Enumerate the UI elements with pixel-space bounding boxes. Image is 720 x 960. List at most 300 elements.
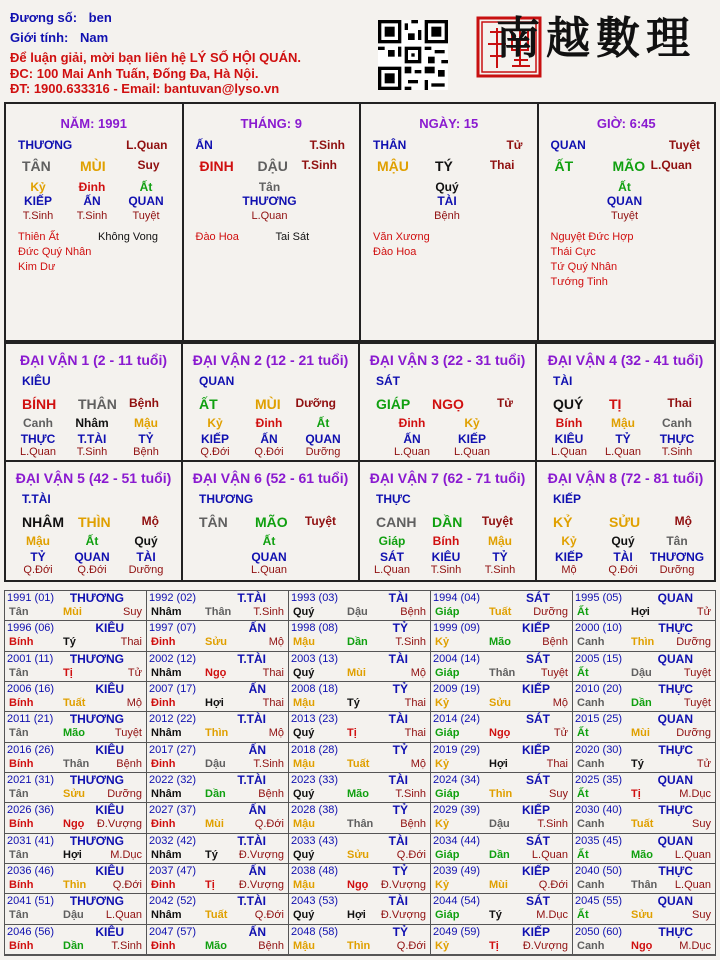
hidden-stem-lifestage: Q.Đới bbox=[23, 564, 53, 576]
hidden-stem: Canh bbox=[23, 416, 53, 430]
year-cell[interactable] bbox=[147, 712, 289, 742]
hidden-stem-lifestage: Bệnh bbox=[434, 210, 460, 222]
year-stem: Quý bbox=[293, 848, 315, 861]
annual-grid bbox=[4, 590, 716, 956]
year-stem: Đinh bbox=[151, 818, 176, 831]
year-cell[interactable] bbox=[147, 925, 289, 955]
pillar-stem-lifestage: Tử bbox=[506, 138, 523, 152]
dai-van-lifestage: Mộ bbox=[141, 514, 159, 528]
hidden-stem: Canh bbox=[662, 416, 692, 430]
star-item: Đào Hoa bbox=[373, 246, 417, 258]
year-stem: Kỷ bbox=[435, 697, 450, 709]
year-lifestage: Thai bbox=[404, 727, 426, 740]
year-branch: Sửu bbox=[631, 909, 654, 922]
year-branch: Dậu bbox=[63, 909, 84, 922]
hidden-stem-lifestage: T.Sinh bbox=[484, 564, 516, 576]
year-stem: Đinh bbox=[151, 697, 176, 709]
year-cell[interactable] bbox=[147, 773, 289, 803]
year-label: 2018 (28) bbox=[291, 743, 339, 756]
year-stem: Ất bbox=[577, 666, 589, 679]
star-item: Tướng Tinh bbox=[550, 276, 608, 288]
year-stem: Đinh bbox=[151, 879, 176, 891]
year-stem: Quý bbox=[293, 909, 315, 922]
year-tenstar: TỶ bbox=[392, 803, 408, 818]
year-label: 2049 (59) bbox=[433, 925, 481, 938]
year-tenstar: THỰC bbox=[658, 682, 693, 696]
year-cell[interactable] bbox=[289, 712, 431, 742]
year-lifestage: Dưỡng bbox=[676, 636, 711, 649]
hidden-stem: Tân bbox=[258, 180, 281, 194]
year-lifestage: Mộ bbox=[126, 697, 142, 709]
pillar-title: THÁNG: 9 bbox=[240, 116, 302, 131]
year-cell[interactable] bbox=[289, 591, 431, 621]
year-label: 2001 (11) bbox=[7, 652, 54, 665]
year-branch: Ngọ bbox=[631, 939, 653, 952]
hidden-stem-lifestage: Dưỡng bbox=[128, 564, 164, 576]
year-stem: Ất bbox=[577, 727, 589, 740]
year-cell[interactable] bbox=[147, 591, 289, 621]
year-stem: Kỷ bbox=[435, 757, 450, 770]
year-tenstar: SÁT bbox=[526, 773, 550, 787]
hidden-stem-tenstar: KIẾP bbox=[554, 550, 583, 564]
year-stem: Mậu bbox=[293, 757, 315, 770]
year-lifestage: Suy bbox=[549, 788, 568, 800]
year-branch: Sửu bbox=[347, 848, 370, 861]
year-cell[interactable] bbox=[5, 803, 147, 833]
year-tenstar: KIÊU bbox=[95, 924, 124, 939]
hidden-stem-tenstar: SÁT bbox=[380, 550, 404, 564]
year-lifestage: Đ.Vượng bbox=[522, 939, 568, 952]
dai-van-cell bbox=[183, 344, 360, 462]
year-tenstar: TỶ bbox=[392, 621, 408, 636]
year-lifestage: Q.Đới bbox=[396, 848, 426, 861]
year-cell[interactable] bbox=[289, 621, 431, 651]
hidden-stem-tenstar: QUAN bbox=[305, 432, 341, 446]
year-cell[interactable] bbox=[289, 925, 431, 955]
year-cell[interactable] bbox=[5, 834, 147, 864]
year-label: 1994 (04) bbox=[433, 592, 481, 604]
year-tenstar: SÁT bbox=[526, 591, 550, 605]
year-tenstar: KIÊU bbox=[95, 621, 124, 636]
year-lifestage: Dưỡng bbox=[107, 788, 142, 800]
year-lifestage: Q.Đới bbox=[538, 879, 568, 891]
star-item: Nguyệt Đức Hợp bbox=[550, 231, 634, 243]
year-label: 2021 (31) bbox=[7, 774, 55, 786]
year-label: 2031 (41) bbox=[7, 834, 55, 847]
year-stem: Bính bbox=[9, 818, 34, 831]
year-branch: Thìn bbox=[631, 636, 655, 649]
year-lifestage: Q.Đới bbox=[254, 818, 284, 831]
hidden-stem: Kỷ bbox=[30, 180, 46, 194]
year-tenstar: THƯƠNG bbox=[69, 712, 124, 727]
year-cell[interactable] bbox=[5, 925, 147, 955]
year-branch: Thân bbox=[63, 757, 90, 770]
year-branch: Ngọ bbox=[347, 879, 369, 891]
pillar-branch: TÝ bbox=[435, 158, 453, 174]
year-lifestage: Đ.Vượng bbox=[380, 909, 426, 922]
star-item: Không Vong bbox=[98, 231, 158, 243]
year-stem: Mậu bbox=[293, 879, 315, 891]
year-cell[interactable] bbox=[147, 621, 289, 651]
year-cell[interactable] bbox=[289, 894, 431, 924]
year-lifestage: M.Dục bbox=[110, 848, 142, 861]
dai-van-branch: MÙI bbox=[255, 396, 281, 412]
year-tenstar: TÀI bbox=[388, 591, 408, 605]
dai-van-branch: NGỌ bbox=[432, 396, 464, 412]
year-branch: Tị bbox=[631, 788, 641, 800]
year-cell[interactable] bbox=[147, 803, 289, 833]
year-label: 2029 (39) bbox=[433, 804, 481, 817]
hidden-stem-tenstar: TỶ bbox=[30, 550, 46, 564]
hidden-stem: Đinh bbox=[78, 180, 106, 194]
year-lifestage: Tử bbox=[127, 666, 142, 679]
year-cell[interactable] bbox=[431, 743, 573, 773]
hidden-stem: Ất bbox=[262, 534, 276, 548]
stars-left bbox=[551, 230, 634, 290]
year-cell[interactable] bbox=[431, 864, 573, 894]
year-branch: Tuất bbox=[205, 909, 228, 922]
year-lifestage: T.Sinh bbox=[537, 818, 568, 831]
year-stem: Canh bbox=[577, 757, 605, 770]
pillar-stem: ẤT bbox=[554, 158, 574, 174]
year-label: 2009 (19) bbox=[433, 683, 481, 695]
hidden-stem: Quý bbox=[134, 534, 158, 548]
hidden-stem: Ất bbox=[316, 416, 330, 430]
hidden-stem-tenstar: QUAN bbox=[128, 194, 164, 208]
year-tenstar: THƯƠNG bbox=[69, 894, 124, 909]
year-tenstar: SÁT bbox=[526, 833, 550, 848]
dai-van-stem: ẤT bbox=[199, 396, 218, 412]
pillar-branch: DẬU bbox=[257, 158, 288, 174]
year-lifestage: L.Quan bbox=[531, 848, 568, 861]
dai-van-stem: CANH bbox=[376, 514, 417, 530]
year-cell[interactable] bbox=[431, 803, 573, 833]
year-cell[interactable] bbox=[573, 743, 715, 773]
year-branch: Dậu bbox=[489, 818, 510, 831]
hidden-stem: Nhâm bbox=[75, 416, 109, 430]
year-cell[interactable] bbox=[573, 621, 715, 651]
pillar-3 bbox=[539, 104, 715, 340]
pillar-stem-lifestage: T.Sinh bbox=[309, 138, 345, 152]
year-cell[interactable] bbox=[431, 591, 573, 621]
year-lifestage: T.Sinh bbox=[253, 757, 284, 770]
year-branch: Ngọ bbox=[205, 666, 227, 679]
year-stem: Tân bbox=[9, 848, 29, 861]
dai-van-tenstar: THỰC bbox=[376, 492, 411, 506]
year-cell[interactable] bbox=[431, 682, 573, 712]
year-tenstar: ẤN bbox=[248, 742, 266, 757]
year-cell[interactable] bbox=[5, 864, 147, 894]
year-branch: Tuất bbox=[631, 818, 654, 831]
year-branch: Hợi bbox=[489, 757, 508, 770]
year-cell[interactable] bbox=[289, 864, 431, 894]
year-lifestage: Q.Đới bbox=[396, 939, 426, 952]
hidden-stem: Mậu bbox=[26, 534, 50, 548]
hidden-stem-lifestage: L.Quan bbox=[373, 564, 411, 576]
hidden-stem-tenstar: KIẾP bbox=[457, 432, 486, 446]
year-cell[interactable] bbox=[5, 591, 147, 621]
year-stem: Canh bbox=[577, 697, 605, 709]
year-tenstar: THỰC bbox=[658, 924, 693, 939]
year-cell[interactable] bbox=[573, 803, 715, 833]
qr-code-icon[interactable] bbox=[378, 20, 448, 90]
year-cell[interactable] bbox=[289, 803, 431, 833]
hidden-stem-tenstar: TÀI bbox=[437, 194, 457, 208]
year-branch: Mùi bbox=[489, 879, 508, 891]
stars-right bbox=[98, 230, 158, 245]
year-tenstar: TÀI bbox=[388, 712, 408, 727]
year-lifestage: T.Sinh bbox=[253, 606, 284, 618]
year-branch: Thân bbox=[205, 606, 232, 618]
dai-van-tenstar: QUAN bbox=[199, 374, 235, 388]
year-label: 2023 (33) bbox=[291, 774, 339, 786]
year-label: 1998 (08) bbox=[291, 622, 339, 635]
year-label: 2022 (32) bbox=[149, 774, 197, 786]
year-branch: Mùi bbox=[63, 606, 82, 618]
year-label: 2012 (22) bbox=[149, 713, 197, 726]
hidden-stem-lifestage: Q.Đới bbox=[254, 446, 284, 458]
year-label: 1996 (06) bbox=[7, 622, 55, 635]
year-stem: Kỷ bbox=[435, 939, 450, 952]
year-cell[interactable] bbox=[573, 652, 715, 682]
year-tenstar: THƯƠNG bbox=[69, 833, 124, 848]
year-cell[interactable] bbox=[573, 773, 715, 803]
pillar-title: GIỜ: 6:45 bbox=[596, 116, 656, 131]
year-label: 2000 (10) bbox=[575, 622, 623, 635]
pillar-branch: MÙI bbox=[80, 158, 106, 174]
year-cell[interactable] bbox=[147, 743, 289, 773]
year-cell[interactable] bbox=[431, 894, 573, 924]
year-cell[interactable] bbox=[431, 621, 573, 651]
year-lifestage: Bệnh bbox=[400, 818, 426, 831]
year-stem: Nhâm bbox=[151, 788, 182, 800]
year-label: 2027 (37) bbox=[149, 804, 197, 817]
year-label: 2011 (21) bbox=[7, 713, 54, 726]
hidden-stem: Ất bbox=[139, 180, 153, 194]
hidden-stem-lifestage: T.Sinh bbox=[22, 210, 54, 222]
year-branch: Dậu bbox=[205, 757, 226, 770]
year-lifestage: Bệnh bbox=[400, 606, 426, 618]
year-cell[interactable] bbox=[5, 621, 147, 651]
year-tenstar: TỶ bbox=[392, 742, 408, 757]
year-branch: Tuất bbox=[63, 697, 86, 709]
hidden-stem: Ất bbox=[618, 180, 631, 194]
star-item: Tai Sát bbox=[275, 231, 310, 243]
year-cell[interactable] bbox=[289, 652, 431, 682]
year-cell[interactable] bbox=[5, 743, 147, 773]
year-branch: Thân bbox=[347, 818, 374, 831]
hidden-stem-tenstar: KIÊU bbox=[431, 550, 461, 564]
year-cell[interactable] bbox=[431, 925, 573, 955]
year-stem: Mậu bbox=[293, 818, 315, 831]
hidden-stem-lifestage: T.Sinh bbox=[661, 446, 693, 458]
year-tenstar: THƯƠNG bbox=[69, 773, 124, 787]
year-cell[interactable] bbox=[431, 652, 573, 682]
year-lifestage: Đ.Vượng bbox=[238, 848, 284, 861]
year-cell[interactable] bbox=[573, 834, 715, 864]
year-lifestage: Thai bbox=[262, 697, 284, 709]
year-cell[interactable] bbox=[573, 864, 715, 894]
pillar-stem-tenstar: QUAN bbox=[550, 138, 586, 152]
star-item: Kim Dư bbox=[18, 261, 56, 273]
year-lifestage: L.Quan bbox=[105, 909, 142, 922]
year-tenstar: SÁT bbox=[526, 894, 550, 909]
year-stem: Giáp bbox=[435, 848, 460, 861]
year-cell[interactable] bbox=[573, 591, 715, 621]
year-branch: Hợi bbox=[63, 848, 82, 861]
year-stem: Canh bbox=[577, 818, 605, 831]
pillar-stem-lifestage: Tuyệt bbox=[668, 138, 700, 152]
year-branch: Dậu bbox=[631, 666, 652, 679]
dai-van-tenstar: THƯƠNG bbox=[199, 492, 254, 506]
hidden-stem-lifestage: Dưỡng bbox=[659, 564, 695, 576]
year-tenstar: TỶ bbox=[392, 682, 408, 696]
pillar-stem: MẬU bbox=[377, 158, 409, 174]
year-cell[interactable] bbox=[147, 864, 289, 894]
year-cell[interactable] bbox=[5, 652, 147, 682]
dai-van-branch: MÃO bbox=[255, 514, 288, 530]
hidden-stem-lifestage: Mộ bbox=[561, 564, 577, 576]
year-cell[interactable] bbox=[431, 773, 573, 803]
year-cell[interactable] bbox=[573, 682, 715, 712]
year-branch: Sửu bbox=[205, 636, 228, 649]
year-lifestage: Thai bbox=[262, 666, 284, 679]
hidden-stem: Kỷ bbox=[464, 416, 480, 430]
year-cell[interactable] bbox=[289, 834, 431, 864]
dai-van-title: ĐẠI VẬN 4 (32 - 41 tuổi) bbox=[547, 352, 704, 368]
year-tenstar: KIẾP bbox=[521, 924, 550, 939]
year-stem: Bính bbox=[9, 939, 34, 952]
dai-van-lifestage: Thai bbox=[667, 396, 692, 410]
year-label: 2047 (57) bbox=[149, 925, 197, 938]
year-stem: Giáp bbox=[435, 606, 460, 618]
year-label: 2043 (53) bbox=[291, 895, 339, 908]
dai-van-branch: THÌN bbox=[78, 514, 111, 530]
year-stem: Nhâm bbox=[151, 666, 182, 679]
year-branch: Mão bbox=[205, 939, 227, 952]
year-tenstar: THỰC bbox=[658, 742, 693, 757]
year-label: 2013 (23) bbox=[291, 713, 339, 726]
dai-van-tenstar: KIẾP bbox=[553, 492, 582, 506]
year-branch: Ngọ bbox=[489, 727, 511, 740]
year-tenstar: TỶ bbox=[392, 864, 408, 878]
year-branch: Tị bbox=[205, 879, 215, 891]
year-branch: Dần bbox=[631, 697, 652, 709]
year-lifestage: T.Sinh bbox=[395, 636, 426, 649]
dai-van-lifestage: Tuyệt bbox=[481, 514, 513, 528]
dai-van-title: ĐẠI VẬN 3 (22 - 31 tuổi) bbox=[369, 352, 526, 368]
year-cell[interactable] bbox=[573, 712, 715, 742]
contact-phone-email: ĐT: 1900.633316 - Email: bantuvan@lyso.vn bbox=[10, 81, 280, 96]
year-cell[interactable] bbox=[289, 773, 431, 803]
year-lifestage: Mộ bbox=[268, 727, 284, 740]
dai-van-stem: QUÝ bbox=[553, 396, 584, 412]
year-lifestage: Q.Đới bbox=[112, 879, 142, 891]
year-cell[interactable] bbox=[147, 652, 289, 682]
year-tenstar: T.TÀI bbox=[237, 773, 266, 787]
year-label: 1991 (01) bbox=[7, 592, 55, 604]
year-stem: Giáp bbox=[435, 909, 460, 922]
pillar-stem-lifestage: L.Quan bbox=[126, 138, 168, 152]
hidden-stem-lifestage: L.Quan bbox=[251, 210, 288, 222]
year-label: 2005 (15) bbox=[575, 652, 623, 665]
gender-value: Nam bbox=[79, 30, 109, 45]
year-tenstar: THỰC bbox=[658, 864, 693, 878]
year-tenstar: ẤN bbox=[248, 924, 266, 939]
year-lifestage: Tử bbox=[696, 606, 711, 618]
dai-van-stem: TÂN bbox=[199, 514, 228, 530]
hidden-stem: Bính bbox=[432, 534, 460, 548]
dai-van-title: ĐẠI VẬN 7 (62 - 71 tuổi) bbox=[369, 470, 526, 486]
year-cell[interactable] bbox=[147, 682, 289, 712]
year-tenstar: THỰC bbox=[658, 621, 693, 636]
year-cell[interactable] bbox=[431, 834, 573, 864]
hidden-stem: Bính bbox=[555, 416, 583, 430]
year-branch: Tuất bbox=[489, 606, 512, 618]
year-tenstar: T.TÀI bbox=[237, 651, 266, 666]
year-branch: Mão bbox=[631, 848, 653, 861]
year-cell[interactable] bbox=[289, 682, 431, 712]
dai-van-tenstar: T.TÀI bbox=[22, 492, 51, 506]
hidden-stem: Mậu bbox=[611, 416, 635, 430]
dai-van-stem: NHÂM bbox=[22, 514, 64, 530]
pillar-stem-tenstar: ẤN bbox=[195, 138, 213, 152]
dai-van-title: ĐẠI VẬN 6 (52 - 61 tuổi) bbox=[192, 470, 349, 486]
gender-line: Giới tính: Nam bbox=[10, 30, 109, 45]
year-lifestage: M.Dục bbox=[679, 939, 711, 952]
year-tenstar: QUAN bbox=[657, 833, 693, 848]
year-cell[interactable] bbox=[573, 925, 715, 955]
year-label: 2004 (14) bbox=[433, 652, 481, 665]
year-cell[interactable] bbox=[5, 773, 147, 803]
year-label: 1992 (02) bbox=[149, 592, 197, 604]
year-branch: Thân bbox=[631, 879, 658, 891]
year-stem: Canh bbox=[577, 636, 605, 649]
pillar-0 bbox=[6, 104, 184, 340]
year-stem: Đinh bbox=[151, 939, 176, 952]
year-stem: Bính bbox=[9, 879, 34, 891]
year-cell[interactable] bbox=[147, 834, 289, 864]
year-branch: Sửu bbox=[489, 697, 512, 709]
year-branch: Tý bbox=[347, 697, 360, 709]
year-tenstar: TÀI bbox=[388, 773, 408, 787]
year-branch: Mão bbox=[347, 788, 369, 800]
hidden-stem-tenstar: KIẾP bbox=[200, 432, 229, 446]
year-cell[interactable] bbox=[147, 894, 289, 924]
year-branch: Thìn bbox=[489, 788, 513, 800]
dai-van-cell bbox=[183, 462, 360, 580]
star-item: Đào Hoa bbox=[195, 231, 239, 243]
year-stem: Bính bbox=[9, 697, 34, 709]
year-cell[interactable] bbox=[431, 712, 573, 742]
year-stem: Nhâm bbox=[151, 909, 182, 922]
year-tenstar: SÁT bbox=[526, 651, 550, 666]
year-label: 2016 (26) bbox=[7, 743, 55, 756]
contact-address: ĐC: 100 Mai Anh Tuấn, Đống Đa, Hà Nội. bbox=[10, 66, 259, 81]
year-cell[interactable] bbox=[5, 894, 147, 924]
year-cell[interactable] bbox=[5, 712, 147, 742]
year-cell[interactable] bbox=[289, 743, 431, 773]
year-lifestage: Suy bbox=[692, 818, 711, 831]
year-label: 2042 (52) bbox=[149, 895, 197, 908]
year-cell[interactable] bbox=[5, 682, 147, 712]
year-branch: Hợi bbox=[205, 697, 224, 709]
year-tenstar: TÀI bbox=[388, 651, 408, 666]
star-item: Thiên Ất bbox=[18, 231, 59, 243]
contact-intro: Để luận giải, mời bạn liên hệ LÝ SỐ HỘI QUÁN. bbox=[10, 50, 301, 65]
year-label: 2007 (17) bbox=[149, 683, 197, 695]
year-cell[interactable] bbox=[573, 894, 715, 924]
